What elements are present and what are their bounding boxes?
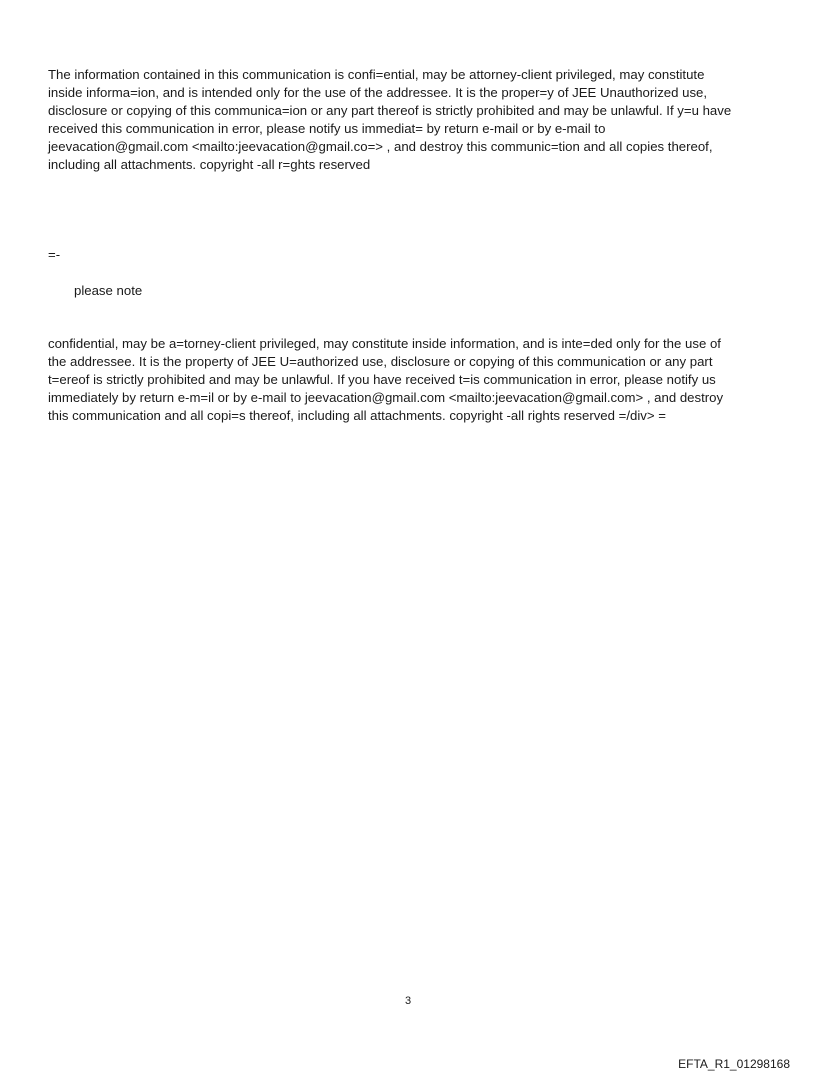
text-line: jeevacation@gmail.com <mailto:jeevacation@gmail.co=> , and destroy this communic=tion and all copies thereof,	[48, 139, 713, 154]
confidentiality-notice-paragraph-1	[48, 66, 760, 174]
text-line: received this communication in error, please notify us immediat= by return e-mail or by e-mail to	[48, 121, 606, 136]
text-line: disclosure or copying of this communica=ion or any part thereof is strictly prohibited and may be unlawful. If y=u have	[48, 103, 732, 118]
text-line: confidential, may be a=torney-client privileged, may constitute inside information, and is inte=ded only for the use of	[48, 336, 721, 351]
separator-text: =-	[48, 247, 61, 262]
text-line: the addressee. It is the property of JEE U=authorized use, disclosure or copying of this communication or any part	[48, 354, 713, 369]
text-line: t=ereof is strictly prohibited and may be unlawful. If you have received t=is communication in error, please notify us	[48, 372, 716, 387]
page-number: 3	[404, 995, 412, 1007]
please-note-text: please note	[74, 283, 143, 298]
bates-number: EFTA_R1_01298168	[678, 1057, 790, 1071]
confidentiality-notice-paragraph-2	[48, 335, 760, 425]
text-line: immediately by return e-m=il or by e-mail to jeevacation@gmail.com <mailto:jeevacation@gmail.com> , and destroy	[48, 390, 724, 405]
text-line: including all attachments. copyright -all r=ghts reserved	[48, 157, 371, 172]
text-line: The information contained in this communication is confi=ential, may be attorney-client privileged, may constitute	[48, 67, 705, 82]
text-line: inside informa=ion, and is intended only for the use of the addressee. It is the proper=y of JEE Unauthorized use,	[48, 85, 708, 100]
text-line: this communication and all copi=s thereof, including all attachments. copyright -all rights reserved =/div> =	[48, 408, 666, 423]
